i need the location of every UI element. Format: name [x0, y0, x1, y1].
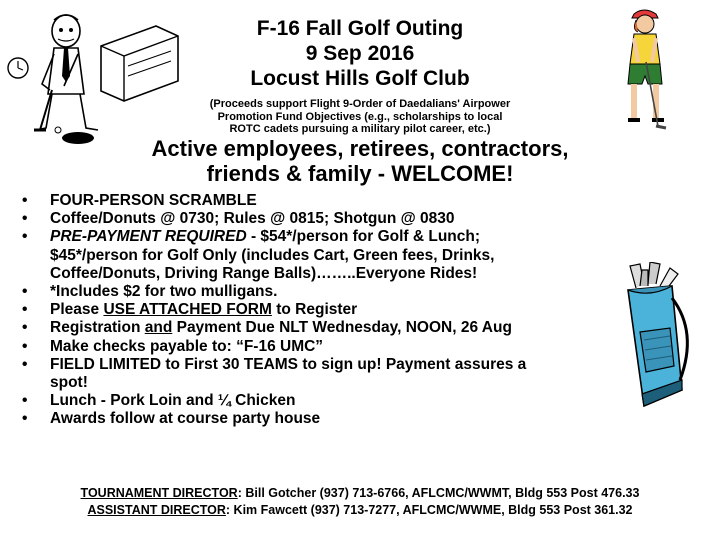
event-details-list [18, 192, 638, 429]
title-line-venue: Locust Hills Golf Club [250, 67, 470, 90]
proceeds-line: (Proceeds support Flight 9-Order of Daedalians' Airpower [209, 98, 511, 110]
putting-golfer-clipart [6, 6, 181, 146]
bullet-field-limited: • FIELD LIMITED to First 30 TEAMS to sign up! Payment assures a spot! [18, 356, 638, 392]
title-line-date: 9 Sep 2016 [305, 42, 415, 65]
woman-golfer-clipart [612, 6, 682, 136]
bullet-lunch: • Lunch - Pork Loin and ¼ Chicken [18, 392, 638, 410]
bullet-checks: • Make checks payable to: “F-16 UMC” [18, 338, 638, 356]
tournament-director: TOURNAMENT DIRECTOR: Bill Gotcher (937) 713-6766, AFLCMC/WWMT, Bldg 553 Post 476.33 [80, 486, 640, 500]
welcome-heading [110, 136, 610, 186]
welcome-line: Active employees, retirees, contractors, [151, 136, 569, 161]
bullet-schedule: • Coffee/Donuts @ 0730; Rules @ 0815; Shotgun @ 0830 [18, 210, 638, 228]
bullet-prepayment: • PRE-PAYMENT REQUIRED - $54*/person for Golf & Lunch; $45*/person for Golf Only (includes Cart, Green fees, Drinks, Coffee/Donuts, Driving Range Balls)……..Everyone Rides! [18, 228, 638, 283]
proceeds-note [175, 98, 545, 136]
bullet-scramble: • FOUR-PERSON SCRAMBLE [18, 192, 638, 210]
assistant-director: ASSISTANT DIRECTOR: Kim Fawcett (937) 713-7277, AFLCMC/WWME, Bldg 553 Post 361.32 [87, 502, 633, 517]
prepayment-label: PRE-PAYMENT REQUIRED [50, 228, 247, 246]
attached-form-link: USE ATTACHED FORM [103, 301, 272, 319]
bullet-due-date: • Registration and Payment Due NLT Wednesday, NOON, 26 Aug [18, 319, 638, 337]
welcome-line: friends & family - WELCOME! [206, 161, 514, 186]
proceeds-line: Promotion Fund Objectives (e.g., scholarships to local [217, 110, 503, 123]
directors-contact [0, 485, 720, 518]
event-title [175, 16, 545, 91]
proceeds-line: ROTC cadets pursuing a military pilot career, etc.) [229, 123, 491, 135]
bullet-awards: • Awards follow at course party house [18, 410, 638, 428]
bullet-mulligans: • *Includes $2 for two mulligans. [18, 283, 638, 301]
bullet-register: • Please USE ATTACHED FORM to Register [18, 301, 638, 319]
title-line-event: F-16 Fall Golf Outing [256, 17, 464, 40]
